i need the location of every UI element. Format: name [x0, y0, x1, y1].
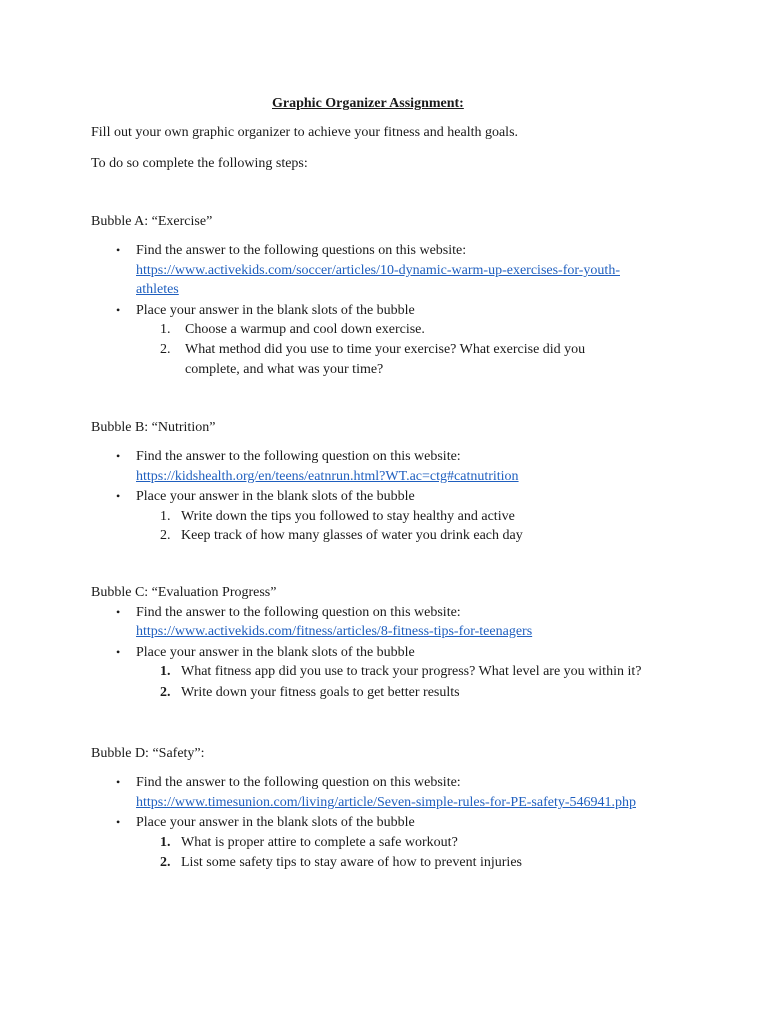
list-number: 1. — [160, 835, 171, 850]
bubble-c-heading: Bubble C: “Evaluation Progress” — [91, 585, 277, 600]
bullet-icon: • — [116, 243, 121, 257]
bubble-c-item-2: Write down your fitness goals to get better results — [181, 685, 460, 700]
bullet-icon: • — [116, 303, 121, 317]
bubble-d-heading: Bubble D: “Safety”: — [91, 746, 205, 761]
bubble-a-heading: Bubble A: “Exercise” — [91, 214, 213, 229]
list-number: 2. — [160, 685, 171, 700]
bubble-b-find-text: Find the answer to the following question on this website: — [136, 449, 461, 464]
bubble-a-place-text: Place your answer in the blank slots of the bubble — [136, 303, 415, 318]
bubble-c-place-text: Place your answer in the blank slots of the bubble — [136, 645, 415, 660]
bullet-icon: • — [116, 489, 121, 503]
bubble-b-item-2: Keep track of how many glasses of water you drink each day — [181, 528, 523, 543]
list-number: 2. — [160, 855, 171, 870]
bubble-a-find-text: Find the answer to the following questions on this website: — [136, 243, 467, 258]
bullet-icon: • — [116, 775, 121, 789]
bubble-b-link[interactable]: https://kidshealth.org/en/teens/eatnrun.html?WT.ac=ctg#catnutrition — [136, 469, 519, 484]
bullet-icon: • — [116, 449, 121, 463]
bubble-d-link[interactable]: https://www.timesunion.com/living/article/Seven-simple-rules-for-PE-safety-546941.php — [136, 795, 636, 810]
bubble-a-link[interactable]: https://www.activekids.com/soccer/articles/10-dynamic-warm-up-exercises-for-youth- — [136, 263, 620, 278]
bubble-b-heading: Bubble B: “Nutrition” — [91, 420, 216, 435]
intro-text: Fill out your own graphic organizer to achieve your fitness and health goals. — [91, 125, 519, 140]
list-number: 1. — [160, 509, 171, 524]
bullet-icon: • — [116, 815, 121, 829]
bubble-b-item-1: Write down the tips you followed to stay healthy and active — [181, 509, 515, 524]
bubble-a-item-2: What method did you use to time your exercise? What exercise did you — [185, 342, 586, 357]
list-number: 1. — [160, 664, 171, 679]
bullet-icon: • — [116, 605, 121, 619]
bubble-d-item-1: What is proper attire to complete a safe workout? — [181, 835, 458, 850]
steps-intro-text: To do so complete the following steps: — [91, 156, 308, 171]
bubble-a-item-2-continued: complete, and what was your time? — [185, 362, 384, 377]
bubble-c-find-text: Find the answer to the following question on this website: — [136, 605, 461, 620]
bubble-b-place-text: Place your answer in the blank slots of the bubble — [136, 489, 415, 504]
list-number: 1. — [160, 322, 171, 337]
bubble-d-item-2: List some safety tips to stay aware of how to prevent injuries — [181, 855, 522, 870]
bubble-c-item-1: What fitness app did you use to track your progress? What level are you within it? — [181, 664, 642, 679]
list-number: 2. — [160, 342, 171, 357]
bubble-a-link-continued[interactable]: athletes — [136, 282, 179, 297]
bubble-c-link[interactable]: https://www.activekids.com/fitness/articles/8-fitness-tips-for-teenagers — [136, 624, 533, 639]
bubble-a-item-1: Choose a warmup and cool down exercise. — [185, 322, 425, 337]
bubble-d-place-text: Place your answer in the blank slots of the bubble — [136, 815, 415, 830]
bullet-icon: • — [116, 645, 121, 659]
bubble-d-find-text: Find the answer to the following question on this website: — [136, 775, 461, 790]
list-number: 2. — [160, 528, 171, 543]
page-title: Graphic Organizer Assignment: — [272, 96, 464, 111]
